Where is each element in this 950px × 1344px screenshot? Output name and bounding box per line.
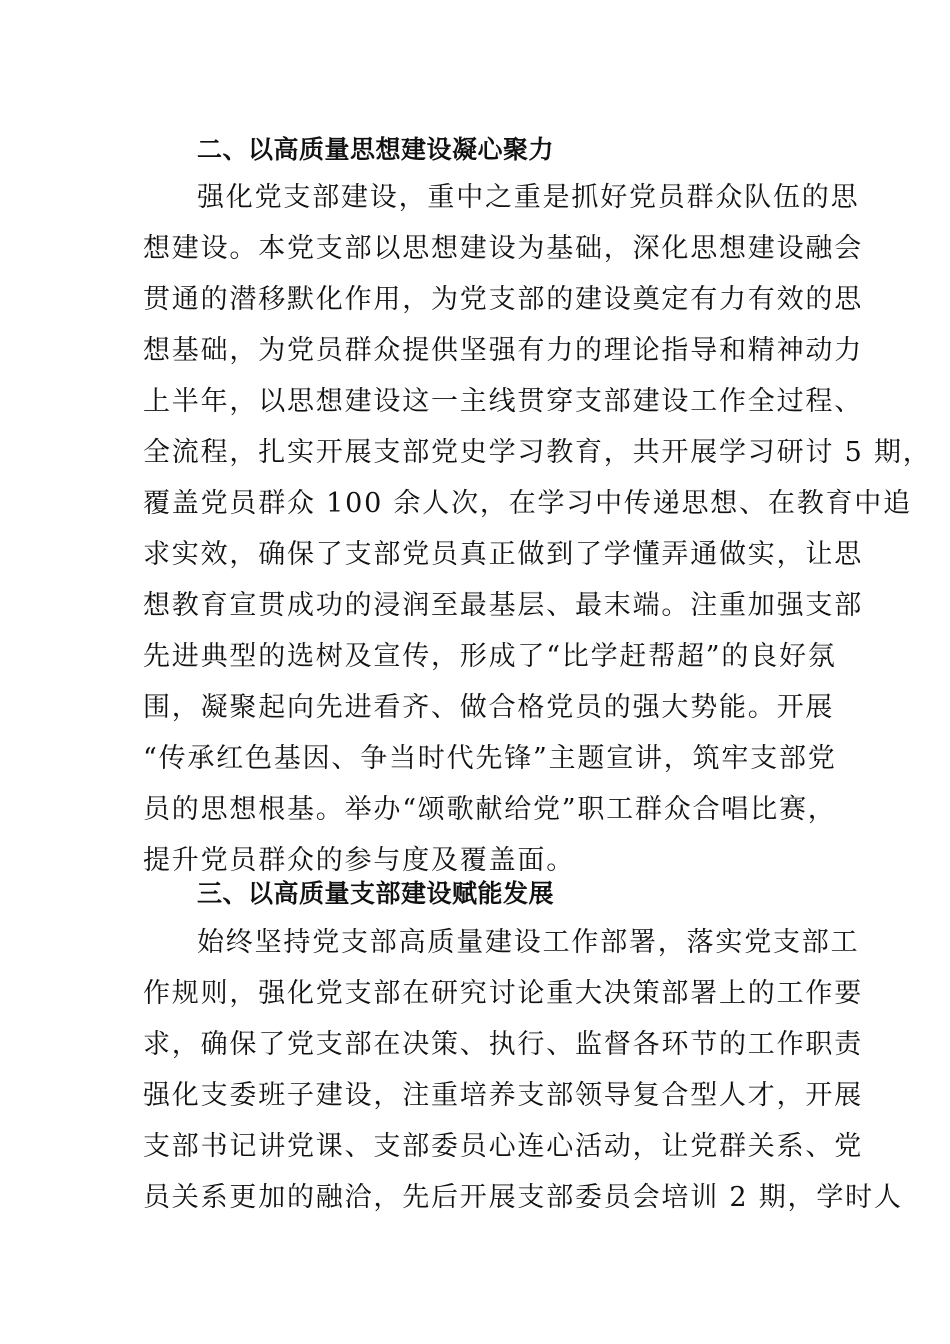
paragraph-line: 想基础，为党员群众提供坚强有力的理论指导和精神动力	[143, 335, 863, 366]
paragraph-line: 想教育宣贯成功的浸润至最基层、最末端。注重加强支部	[143, 590, 863, 621]
paragraph-line: 先进典型的选树及宣传，形成了“比学赶帮超”的良好氛	[143, 641, 837, 672]
section-heading: 二、以高质量思想建设凝心聚力	[197, 135, 555, 164]
paragraph-line: 始终坚持党支部高质量建设工作部署，落实党支部工	[197, 927, 860, 958]
paragraph-line: 作规则，强化党支部在研究讨论重大决策部署上的工作要	[143, 978, 863, 1009]
paragraph-line: 全流程，扎实开展支部党史学习教育，共开展学习研讨 5 期，	[143, 437, 932, 468]
paragraph-line: 员关系更加的融洽，先后开展支部委员会培训 2 期，学时人	[143, 1182, 903, 1213]
paragraph-line: 围，凝聚起向先进看齐、做合格党员的强大势能。开展	[143, 692, 835, 723]
paragraph-line: 提升党员群众的参与度及覆盖面。	[143, 845, 575, 876]
paragraph-line: 贯通的潜移默化作用，为党支部的建设奠定有力有效的思	[143, 284, 863, 315]
section-heading: 三、以高质量支部建设赋能发展	[197, 879, 555, 908]
paragraph-line: 强化党支部建设，重中之重是抓好党员群众队伍的思	[197, 182, 860, 213]
paragraph-line: 支部书记讲党课、支部委员心连心活动，让党群关系、党	[143, 1131, 863, 1162]
paragraph-line: 求实效，确保了支部党员真正做到了学懂弄通做实，让思	[143, 539, 863, 570]
paragraph-line: 想建设。本党支部以思想建设为基础，深化思想建设融会	[143, 233, 863, 264]
paragraph-line: 强化支委班子建设，注重培养支部领导复合型人才，开展	[143, 1080, 863, 1111]
paragraph-line: 员的思想根基。举办“颂歌献给党”职工群众合唱比赛，	[143, 794, 837, 825]
paragraph-line: 覆盖党员群众 100 余人次，在学习中传递思想、在教育中追	[143, 488, 912, 519]
paragraph-line: 上半年，以思想建设这一主线贯穿支部建设工作全过程、	[143, 386, 863, 417]
paragraph-line: 求，确保了党支部在决策、执行、监督各环节的工作职责	[143, 1029, 863, 1060]
paragraph-line: “传承红色基因、争当时代先锋”主题宣讲，筑牢支部党	[143, 743, 837, 774]
